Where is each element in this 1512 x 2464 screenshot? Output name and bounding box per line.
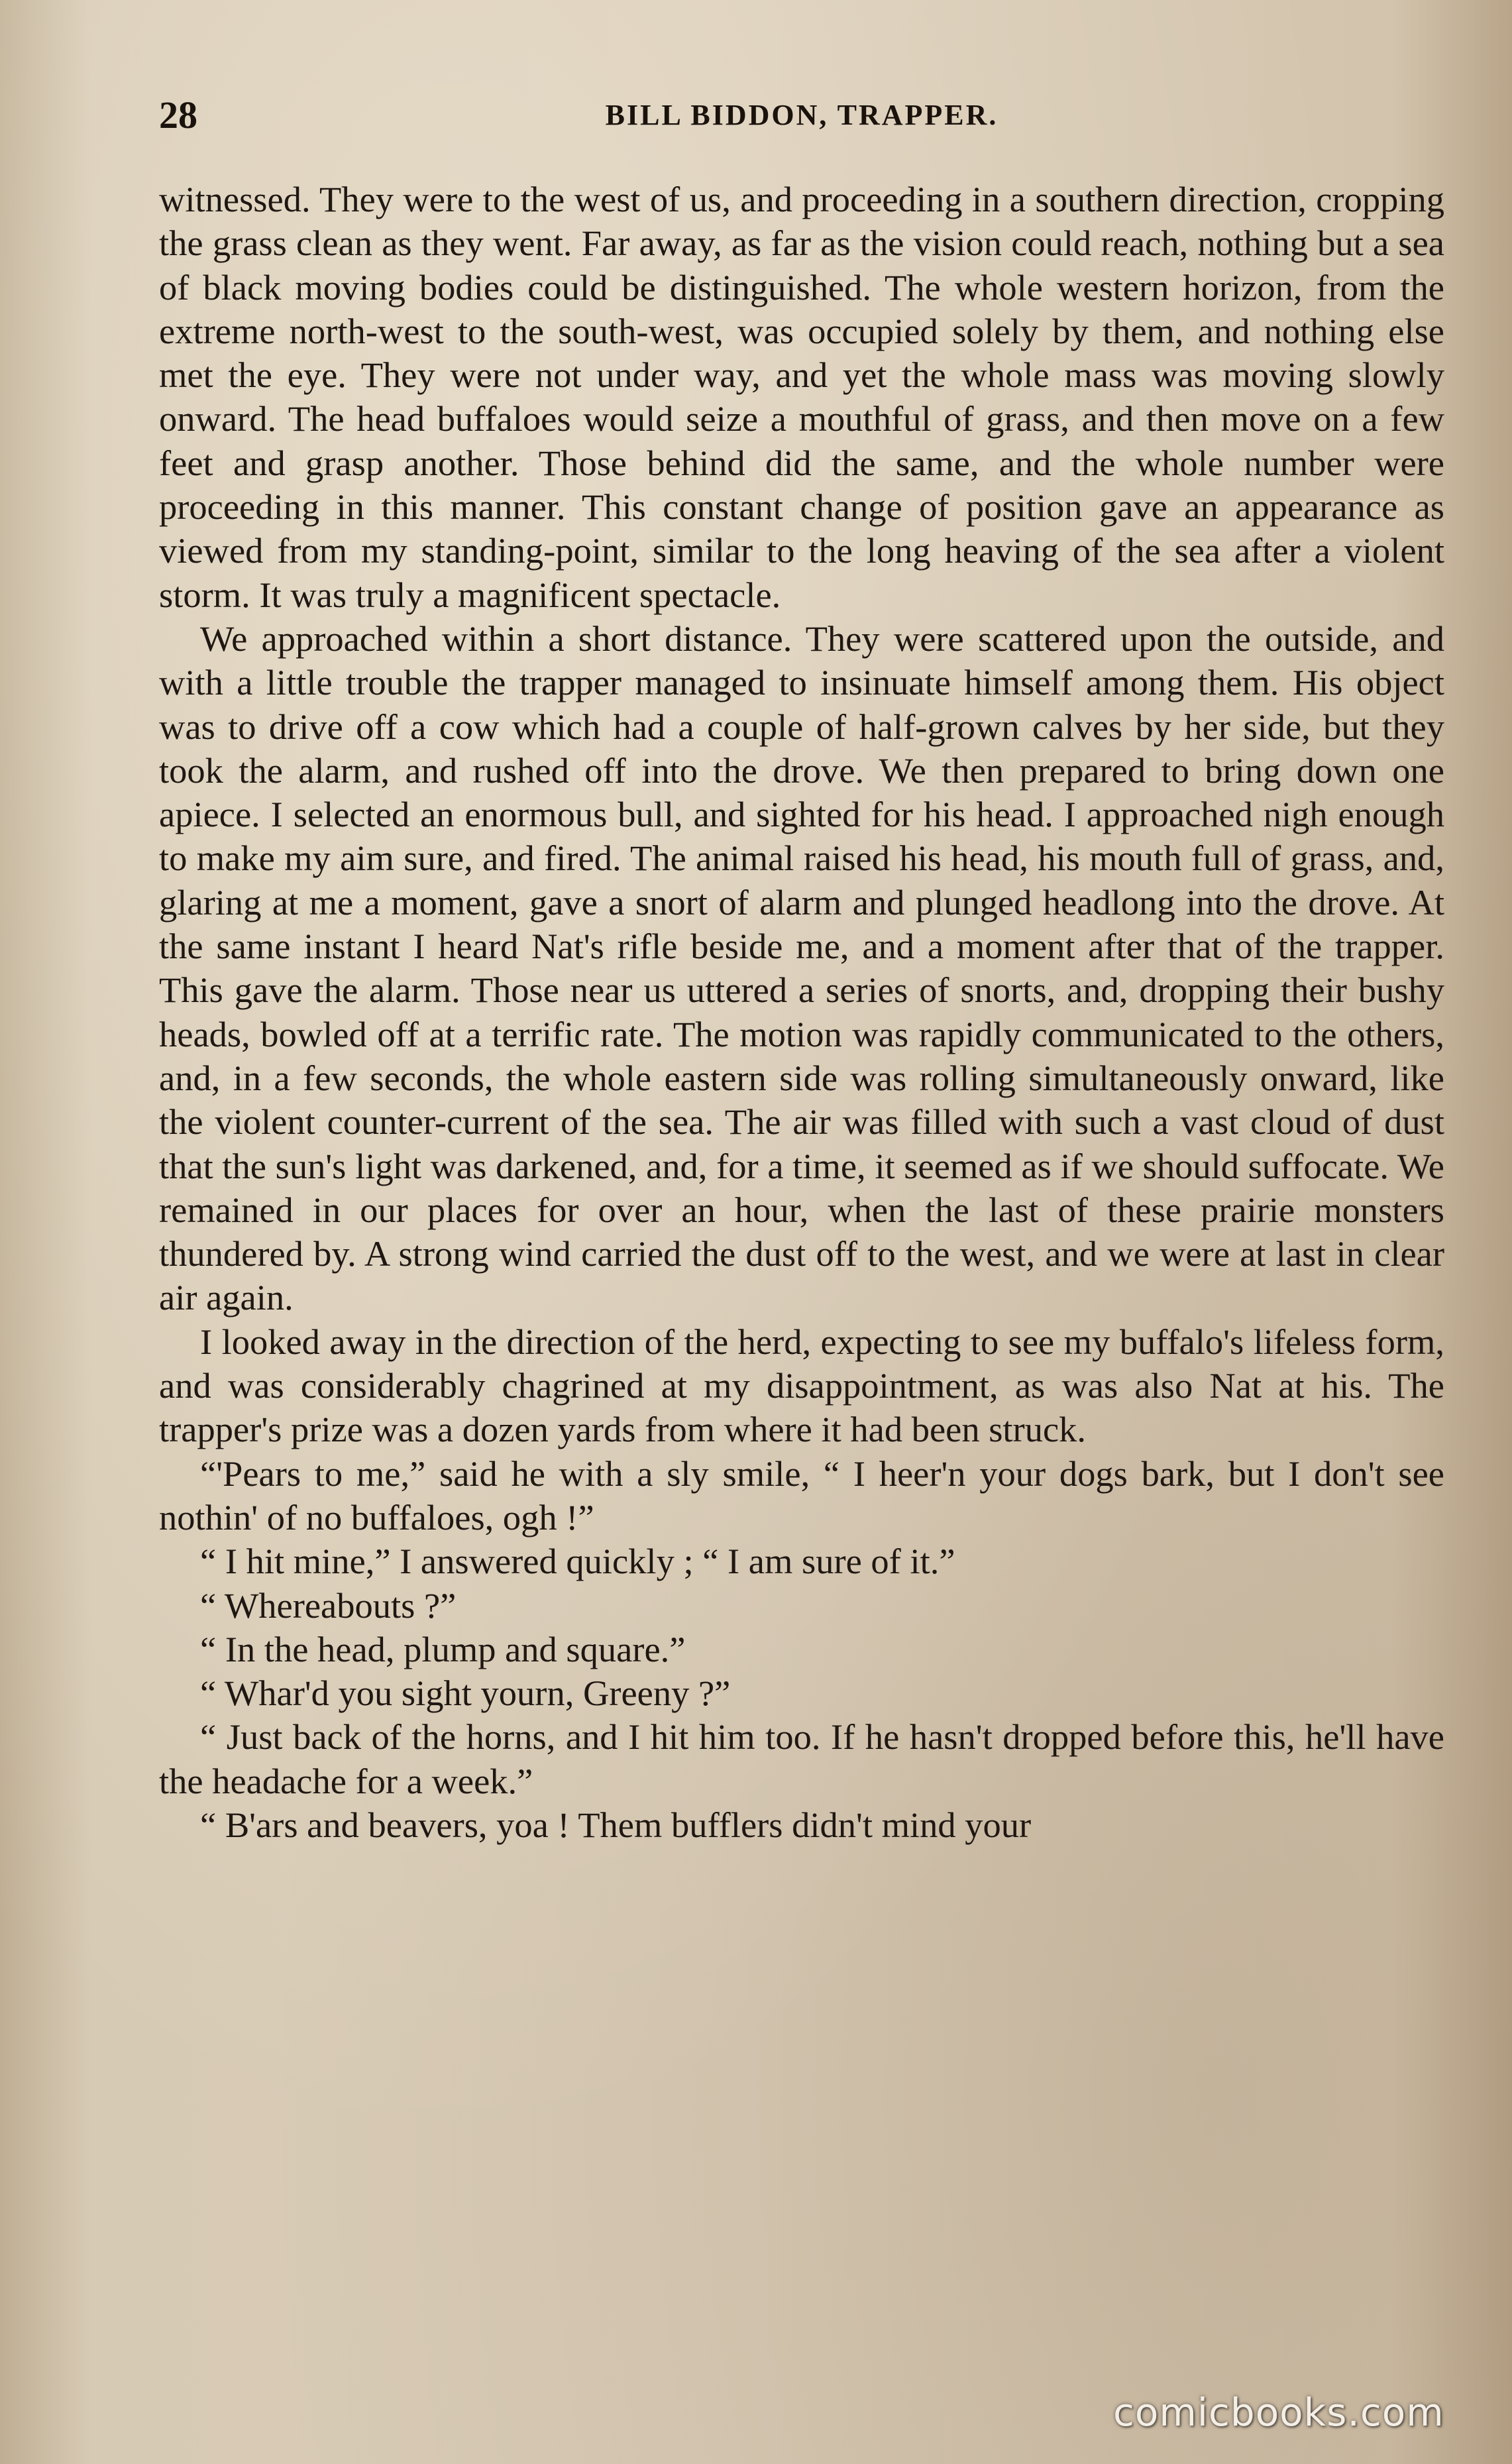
dialogue-line: “ Whereabouts ?” <box>200 1585 457 1626</box>
paragraph: We approached within a short distance. They were scattered upon the outside, and with a little trouble the trapper managed to insinuate himself among them. His object was to drive off a cow which had a couple of half-grown calves by her side, but they took the alarm, and rushed off into the drove. We then prepared to bring down one apiece. I selected an enormous bull, and sighted for his head. I approached nigh enough to make my aim sure, and fired. The animal raised his head, his mouth full of grass, and, glaring at me a moment, gave a snort of alarm and plunged headlong into the drove. At the same instant I heard Nat's rifle beside me, and a moment after that of the trapper. This gave the alarm. Those near us uttered a series of snorts, and, dropping their bushy heads, bowled off at a terrific rate. The motion was rapidly communicated to the others, and, in a few seconds, the whole eastern side was rolling simultaneously onward, like the violent counter-current of the sea. The air was filled with such a vast cloud of dust that the sun's light was darkened, and, for a time, it seemed as if we should suffocate. We remained in our places for over an hour, when the last of these prairie monsters thundered by. A strong wind carried the dust off to the west, and we were at last in clear air again. <box>159 618 1444 1318</box>
dialogue-line: “ Whar'd you sight yourn, Greeny ?” <box>200 1673 731 1714</box>
dialogue-line: “'Pears to me,” said he with a sly smile, “ I heer'n your dogs bark, but I don't see nothin' of no buffaloes, ogh !” <box>159 1453 1444 1538</box>
page-number: 28 <box>159 93 197 137</box>
dialogue-line: “ B'ars and beavers, yoa ! Them bufflers didn't mind your <box>200 1804 1032 1845</box>
watermark: comicbooks.com <box>1113 2390 1444 2435</box>
paragraph: I looked away in the direction of the herd, expecting to see my buffalo's lifeless form, and was considerably chagrined at my disappointment, as was also Nat at his. The trapper's prize was a dozen yards from where it had been struck. <box>159 1321 1444 1450</box>
dialogue-line: “ In the head, plump and square.” <box>200 1628 686 1669</box>
running-head: BILL BIDDON, TRAPPER. <box>605 99 999 131</box>
body-text <box>159 178 1444 1847</box>
dialogue-line: “ Just back of the horns, and I hit him too. If he hasn't dropped before this, he'll have the headache for a week.” <box>159 1716 1444 1801</box>
paragraph: witnessed. They were to the west of us, and proceeding in a southern direction, cropping the grass clean as they went. Far away, as far as the vision could reach, nothing but a sea of black moving bodies could be distinguished. The whole western horizon, from the extreme north-west to the south-west, was occupied solely by them, and nothing else met the eye. They were not under way, and yet the whole mass was moving slowly onward. The head buffaloes would seize a mouthful of grass, and then move on a few feet and grasp another. Those behind did the same, and the whole number were proceeding in this manner. This constant change of position gave an appearance as viewed from my standing-point, similar to the long heaving of the sea after a violent storm. It was truly a magnificent spectacle. <box>159 179 1444 615</box>
dialogue-line: “ I hit mine,” I answered quickly ; “ I am sure of it.” <box>200 1541 955 1582</box>
page-header <box>159 91 1444 139</box>
